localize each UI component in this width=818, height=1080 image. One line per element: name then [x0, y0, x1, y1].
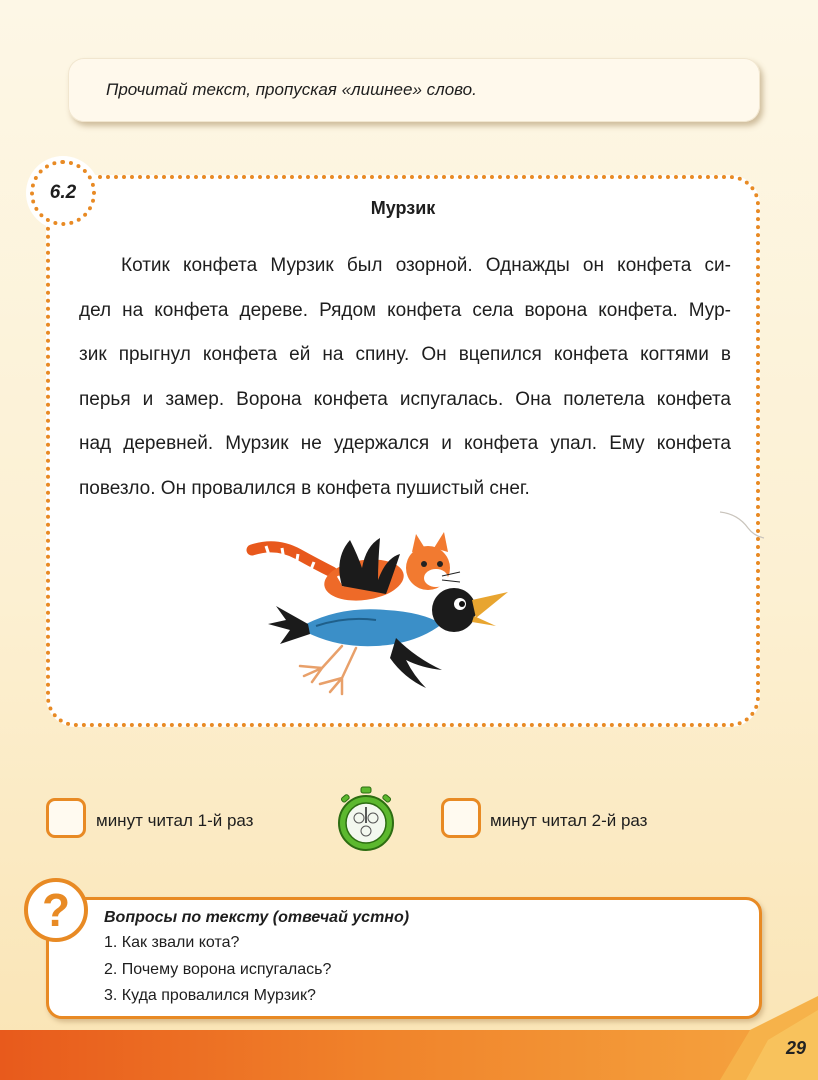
story-line: повезло. Он провалился в конфета пушистый снег.	[79, 477, 530, 499]
first-read-label: минут читал 1-й раз	[96, 811, 254, 830]
exercise-number-badge: 6.2	[30, 160, 96, 226]
story-title: Мурзик	[370, 198, 436, 218]
first-read-minutes-box[interactable]	[46, 798, 86, 838]
story-line: над деревней. Мурзик не удержался и конфета упал. Ему конфета	[79, 433, 731, 454]
story-line: зик прыгнул конфета ей на спину. Он вцепился конфета когтями в	[79, 344, 731, 365]
page-number: 29	[785, 1038, 806, 1058]
stopwatch-icon	[336, 786, 396, 852]
story-text	[79, 244, 731, 511]
story-line: дел на конфета дереве. Рядом конфета села ворона конфета. Мур-	[79, 299, 731, 321]
page-curl-decoration	[718, 500, 766, 540]
instruction-bar	[68, 58, 760, 122]
cat-riding-crow-illustration	[246, 528, 516, 700]
questions-title: Вопросы по тексту (отвечай устно)	[104, 909, 410, 926]
story-line: перья и замер. Ворона конфета испугалась. Она полетела конфета	[79, 388, 731, 410]
second-read-minutes-box[interactable]	[441, 798, 481, 838]
question-item: 2. Почему ворона испугалась?	[104, 960, 332, 978]
question-mark-icon: ?	[24, 878, 88, 942]
second-read-label: минут читал 2-й раз	[490, 811, 648, 830]
questions-list	[104, 930, 331, 1010]
story-line: Котик конфета Мурзик был озорной. Однажды он конфета си-	[121, 255, 731, 276]
instruction-text: Прочитай текст, пропуская «лишнее» слово.	[106, 80, 477, 99]
question-item: 3. Куда провалился Мурзик?	[104, 987, 316, 1004]
question-item: 1. Как звали кота?	[104, 934, 240, 951]
